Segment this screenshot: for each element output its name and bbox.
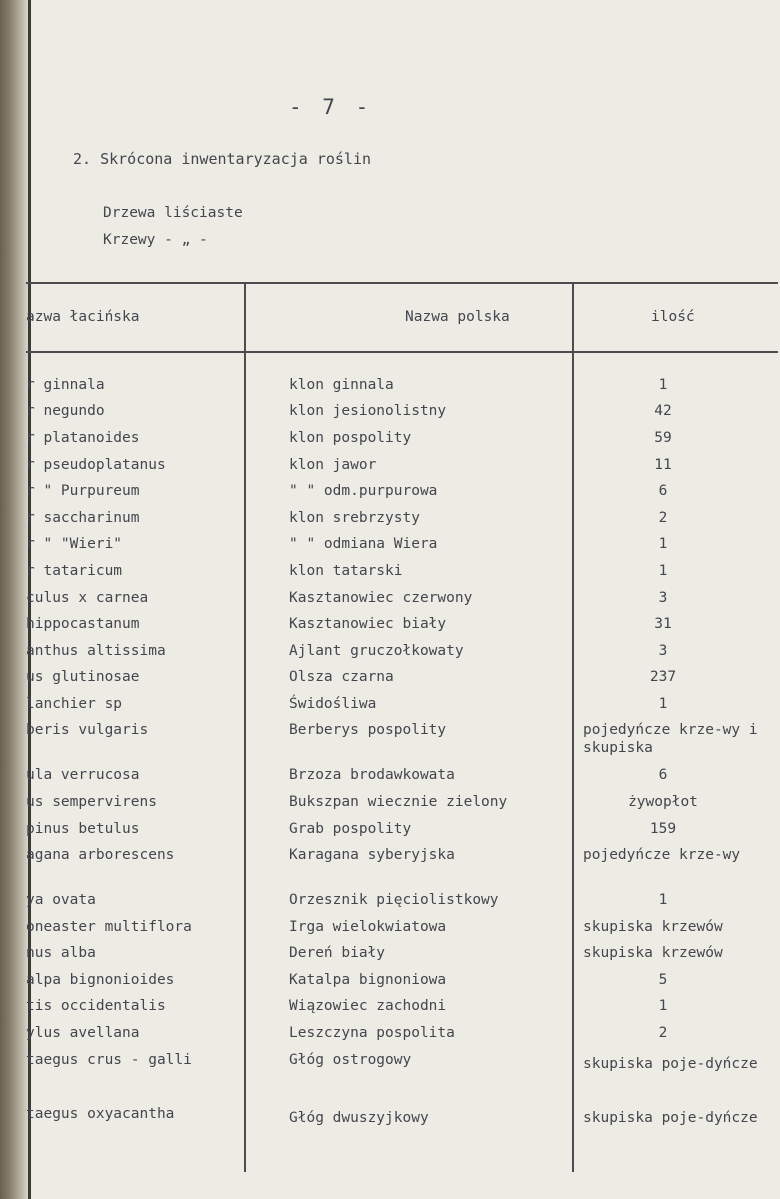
latin-name: r tataricum [26,563,123,579]
polish-name: Dereń biały [289,945,386,961]
polish-name: Leszczyna pospolita [289,1025,455,1041]
quantity: 1 [658,377,668,393]
quantity: skupiska krzewów [583,919,723,935]
polish-name: Katalpa bignoniowa [289,972,447,988]
polish-name: klon ginnala [289,377,394,393]
polish-name: Olsza czarna [289,669,394,685]
latin-name: r " Purpureum [26,483,140,499]
latin-name: nus alba [26,945,96,961]
quantity: 237 [649,669,677,685]
page-number: - 7 - [289,95,373,119]
header-latin-name: azwa łacińska [26,309,140,325]
header-bottom-rule [26,351,778,353]
latin-name: alpa bignonioides [26,972,175,988]
latin-name: ya ovata [26,892,96,908]
quantity: 159 [649,821,677,837]
latin-name: taegus crus - galli [26,1052,192,1068]
quantity: 3 [658,590,668,606]
polish-name: Głóg dwuszyjkowy [289,1110,429,1126]
latin-name: r platanoides [26,430,140,446]
latin-name: us sempervirens [26,794,157,810]
latin-name: anthus altissima [26,643,166,659]
polish-name: Orzesznik pięciolistkowy [289,892,499,908]
polish-name: klon jawor [289,457,377,473]
quantity: 42 [654,403,672,419]
latin-name: tis occidentalis [26,998,166,1014]
quantity: pojedyńcze krze-wy [583,847,741,863]
column-divider-2 [572,282,574,1172]
polish-name: Irga wielokwiatowa [289,919,447,935]
polish-name: Świdośliwa [289,696,377,712]
header-polish-name: Nazwa polska [405,309,510,325]
latin-name: ylus avellana [26,1025,140,1041]
quantity: skupiska poje-dyńcze [583,1110,758,1126]
latin-name: r pseudoplatanus [26,457,166,473]
polish-name: klon pospolity [289,430,412,446]
quantity: 31 [654,616,672,632]
column-divider-1 [244,282,246,1172]
quantity: pojedyńcze krze-wy i skupiska [583,722,758,756]
polish-name: klon srebrzysty [289,510,420,526]
quantity: 1 [658,563,668,579]
quantity: skupiska poje-dyńcze [583,1056,758,1072]
polish-name: " " odm.purpurowa [289,483,438,499]
latin-name: culus x carnea [26,590,149,606]
quantity: 1 [658,892,668,908]
quantity: 59 [654,430,672,446]
section-heading: 2. Skrócona inwentaryzacja roślin [73,150,372,168]
category-shrubs: Krzewy - „ - [103,232,208,248]
table-top-rule [26,282,778,284]
quantity: 2 [658,510,668,526]
quantity: 2 [658,1025,668,1041]
quantity: żywopłot [628,794,698,810]
polish-name: Wiązowiec zachodni [289,998,447,1014]
latin-name: ula verrucosa [26,767,140,783]
polish-name: " " odmiana Wiera [289,536,438,552]
polish-name: Ajlant gruczołkowaty [289,643,464,659]
polish-name: Berberys pospolity [289,722,447,738]
category-trees: Drzewa liściaste [103,205,243,221]
quantity: 5 [658,972,668,988]
latin-name: r " "Wieri" [26,536,123,552]
polish-name: klon tatarski [289,563,403,579]
quantity: skupiska krzewów [583,945,723,961]
polish-name: Głóg ostrogowy [289,1052,412,1068]
latin-name: hippocastanum [26,616,140,632]
quantity: 6 [658,767,668,783]
latin-name: beris vulgaris [26,722,149,738]
header-quantity: ilość [651,309,695,325]
quantity: 11 [654,457,672,473]
polish-name: Karagana syberyjska [289,847,455,863]
latin-name: r negundo [26,403,105,419]
quantity: 1 [658,536,668,552]
polish-name: Bukszpan wiecznie zielony [289,794,508,810]
latin-name: oneaster multiflora [26,919,192,935]
quantity: 1 [658,696,668,712]
latin-name: agana arborescens [26,847,175,863]
polish-name: klon jesionolistny [289,403,447,419]
polish-name: Brzoza brodawkowata [289,767,455,783]
latin-name: taegus oxyacantha [26,1106,175,1122]
latin-name: r saccharinum [26,510,140,526]
polish-name: Kasztanowiec biały [289,616,447,632]
quantity: 3 [658,643,668,659]
latin-name: lanchier sp [26,696,123,712]
polish-name: Grab pospolity [289,821,412,837]
polish-name: Kasztanowiec czerwony [289,590,473,606]
latin-name: r ginnala [26,377,105,393]
book-binding [0,0,28,1199]
quantity: 6 [658,483,668,499]
latin-name: pinus betulus [26,821,140,837]
quantity: 1 [658,998,668,1014]
latin-name: us glutinosae [26,669,140,685]
